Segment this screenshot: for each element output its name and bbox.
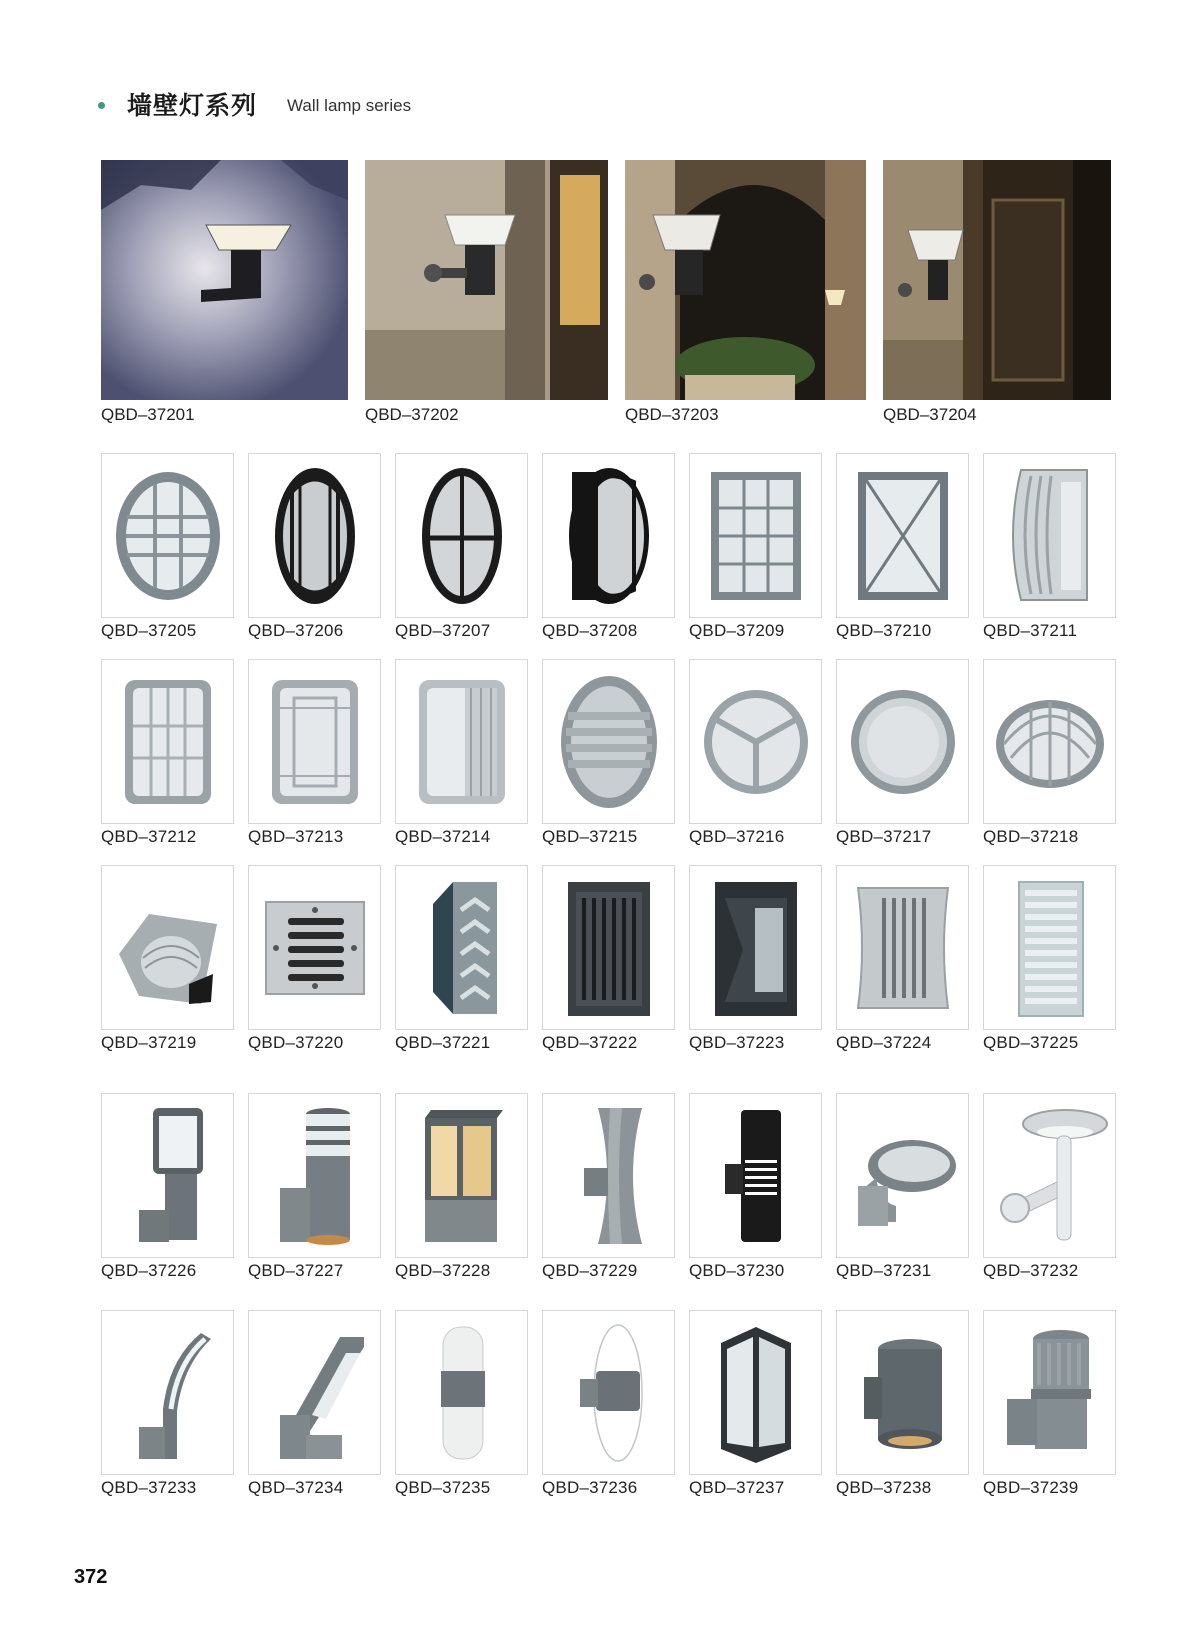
product-code: QBD–37239 — [983, 1478, 1079, 1497]
product-card — [542, 1310, 675, 1498]
product-code: QBD–37230 — [689, 1261, 785, 1280]
section-title-en: Wall lamp series — [287, 96, 412, 115]
product-card — [395, 453, 528, 641]
product-code: QBD–37203 — [625, 405, 719, 424]
product-code: QBD–37235 — [395, 1478, 491, 1497]
steel-slot-plate-icon — [256, 874, 374, 1022]
product-card — [836, 865, 969, 1053]
product-code: QBD–37236 — [542, 1478, 638, 1497]
product-code: QBD–37215 — [542, 827, 638, 846]
stepped-cylinder-icon — [991, 1319, 1109, 1467]
dark-slot-grille-icon — [550, 874, 668, 1022]
night-wall-lamp-photo — [101, 160, 348, 400]
section-title-zh: 墙壁灯系列 — [127, 91, 258, 120]
product-code: QBD–37237 — [689, 1478, 785, 1497]
product-card — [101, 453, 234, 641]
angled-arm-led-icon — [256, 1319, 374, 1467]
product-card — [248, 453, 381, 641]
product-card — [983, 1093, 1116, 1281]
product-code: QBD–37227 — [248, 1261, 344, 1280]
product-card — [101, 1093, 234, 1281]
product-card — [689, 1093, 822, 1281]
product-card — [395, 1093, 528, 1281]
product-code: QBD–37201 — [101, 405, 195, 424]
featured-photo-row — [101, 160, 1111, 424]
product-code: QBD–37212 — [101, 827, 197, 846]
oval-bulkhead-grid-icon — [109, 462, 227, 610]
product-code: QBD–37213 — [248, 827, 344, 846]
hourglass-updown-icon — [550, 1102, 668, 1250]
product-card — [689, 1310, 822, 1498]
mushroom-arm-icon — [991, 1102, 1109, 1250]
product-card — [836, 453, 969, 641]
product-card — [542, 453, 675, 641]
product-card — [983, 453, 1116, 641]
product-code: QBD–37210 — [836, 621, 932, 640]
product-card — [836, 1310, 969, 1498]
wall-lamp-stone-facade-photo — [365, 160, 608, 400]
black-tube-icon — [697, 1102, 815, 1250]
product-card — [542, 659, 675, 847]
product-card — [101, 659, 234, 847]
product-card — [395, 659, 528, 847]
product-code: QBD–37207 — [395, 621, 491, 640]
cylinder-downlight-icon — [844, 1319, 962, 1467]
product-card — [395, 1310, 528, 1498]
wall-lamp-doorway-photo — [883, 160, 1111, 400]
product-card — [689, 659, 822, 847]
product-card — [395, 865, 528, 1053]
curved-louvre-icon — [991, 462, 1109, 610]
product-code: QBD–37217 — [836, 827, 932, 846]
cylinder-lantern-icon — [109, 1102, 227, 1250]
product-code: QBD–37222 — [542, 1033, 638, 1052]
product-code: QBD–37232 — [983, 1261, 1079, 1280]
product-card — [689, 865, 822, 1053]
louvre-bar-panel-icon — [991, 874, 1109, 1022]
product-code: QBD–37228 — [395, 1261, 491, 1280]
square-cross-panel-icon — [844, 462, 962, 610]
product-code: QBD–37208 — [542, 621, 638, 640]
product-code: QBD–37205 — [101, 621, 197, 640]
glass-updown-icon — [403, 1319, 521, 1467]
product-card — [836, 1093, 969, 1281]
product-card — [542, 865, 675, 1053]
oval-bulkhead-cross-icon — [403, 462, 521, 610]
ribbed-cylinder-icon — [256, 1102, 374, 1250]
product-card — [248, 659, 381, 847]
product-code: QBD–37202 — [365, 405, 459, 424]
product-code: QBD–37214 — [395, 827, 491, 846]
dark-hooded-brick-icon — [697, 874, 815, 1022]
product-code: QBD–37238 — [836, 1478, 932, 1497]
product-code: QBD–37219 — [101, 1033, 197, 1052]
product-code: QBD–37231 — [836, 1261, 932, 1280]
dome-cage-icon — [991, 668, 1109, 816]
round-frosted-bulkhead-icon — [844, 668, 962, 816]
product-code: QBD–37204 — [883, 405, 977, 424]
product-card — [248, 1093, 381, 1281]
curved-slot-panel-icon — [844, 874, 962, 1022]
product-code: QBD–37220 — [248, 1033, 344, 1052]
rect-half-shade-icon — [403, 668, 521, 816]
product-code: QBD–37229 — [542, 1261, 638, 1280]
product-card — [542, 1093, 675, 1281]
wall-lamp-arch-photo — [625, 160, 866, 400]
product-card — [983, 1310, 1116, 1498]
product-code: QBD–37234 — [248, 1478, 344, 1497]
product-card — [689, 453, 822, 641]
product-code: QBD–37206 — [248, 621, 344, 640]
product-card — [983, 659, 1116, 847]
product-code: QBD–37218 — [983, 827, 1079, 846]
product-code: QBD–37226 — [101, 1261, 197, 1280]
rect-cage-icon — [109, 668, 227, 816]
product-card — [836, 659, 969, 847]
square-lantern-icon — [403, 1102, 521, 1250]
bullet-icon — [98, 102, 105, 109]
corner-prism-icon — [697, 1319, 815, 1467]
product-card — [101, 865, 234, 1053]
rect-wire-cage-icon — [256, 668, 374, 816]
oval-louvre-icon — [550, 668, 668, 816]
product-code: QBD–37211 — [983, 621, 1078, 640]
chevron-step-light-icon — [403, 874, 521, 1022]
product-card — [101, 1310, 234, 1498]
product-code: QBD–37216 — [689, 827, 785, 846]
product-code: QBD–37223 — [689, 1033, 785, 1052]
square-grid-panel-icon — [697, 462, 815, 610]
oval-bulkhead-black-icon — [256, 462, 374, 610]
product-card — [248, 865, 381, 1053]
product-code: QBD–37209 — [689, 621, 785, 640]
product-card — [248, 1310, 381, 1498]
product-code: QBD–37233 — [101, 1478, 197, 1497]
product-code: QBD–37221 — [395, 1033, 491, 1052]
oval-glass-updown-icon — [550, 1319, 668, 1467]
product-card — [983, 865, 1116, 1053]
oval-bulkhead-eyelid-icon — [550, 462, 668, 610]
round-led-head-icon — [844, 1102, 962, 1250]
product-code: QBD–37225 — [983, 1033, 1079, 1052]
page-number: 372 — [74, 1566, 108, 1588]
curved-arm-led-icon — [109, 1319, 227, 1467]
recessed-hood-icon — [109, 874, 227, 1022]
product-code: QBD–37224 — [836, 1033, 932, 1052]
round-y-bulkhead-icon — [697, 668, 815, 816]
page-header — [98, 84, 411, 124]
